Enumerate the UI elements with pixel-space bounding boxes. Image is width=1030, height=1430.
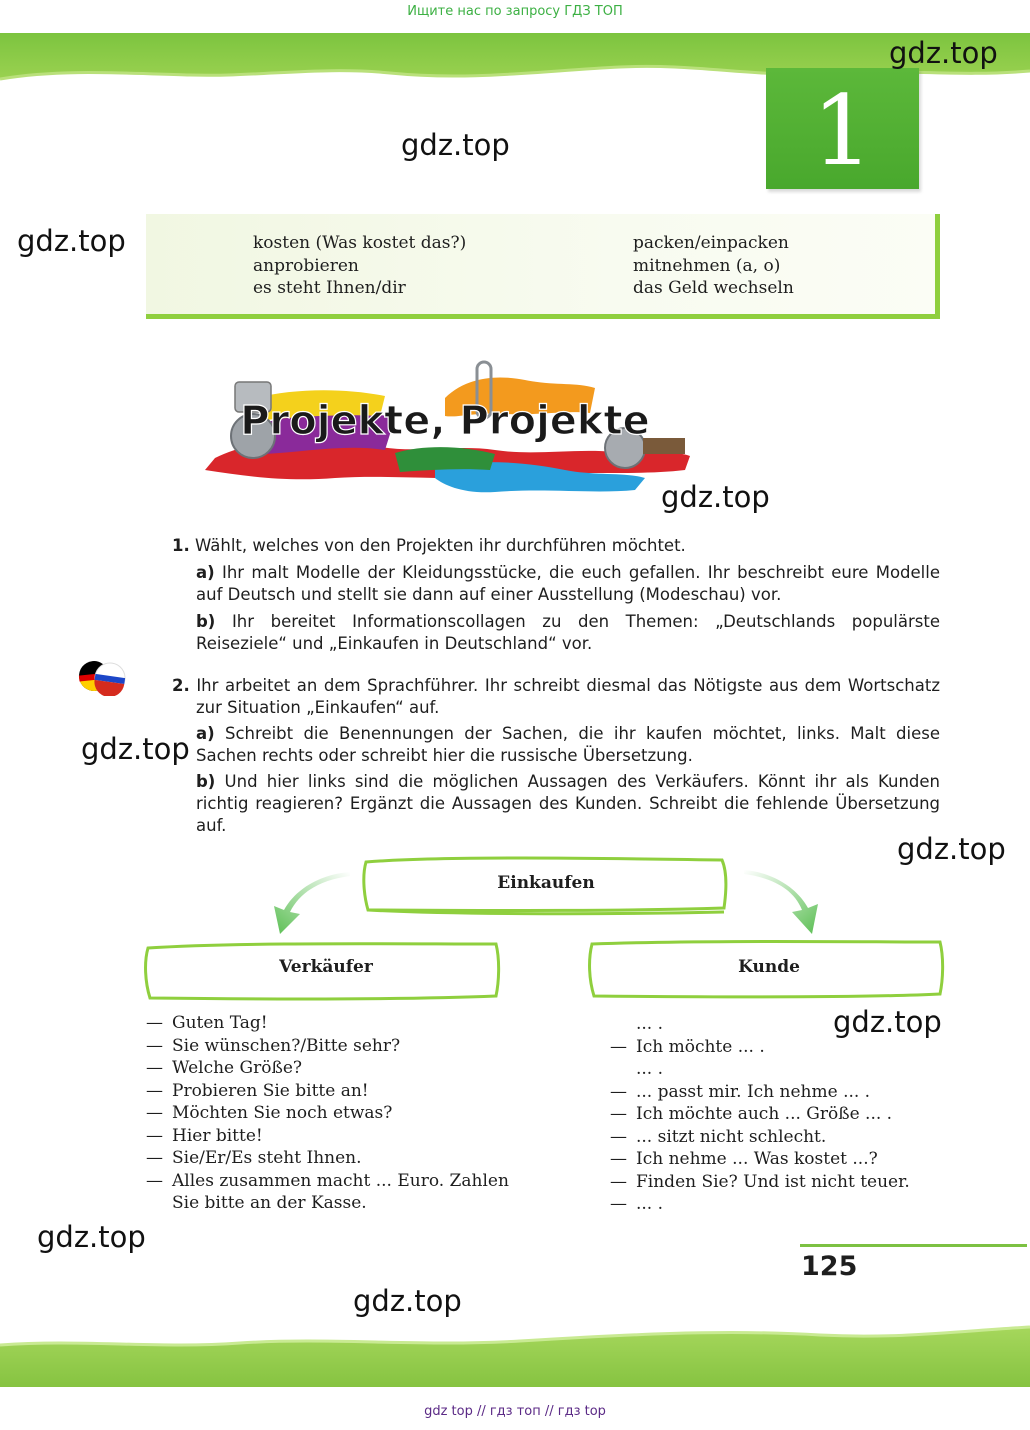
footer-links[interactable]: gdz top // гдз топ // гдз top: [424, 1404, 606, 1419]
page-number-rule: [800, 1244, 1027, 1247]
verkaeufer-phrase: — Probieren Sie bitte an!: [146, 1080, 369, 1101]
watermark: gdz.top: [889, 36, 998, 70]
verkaeufer-phrase: Sie bitte an der Kasse.: [172, 1193, 367, 1213]
diagram-right-label: Kunde: [738, 957, 800, 977]
verkaeufer-phrase: — Sie wünschen?/Bitte sehr?: [146, 1035, 401, 1056]
task-item: [196, 771, 940, 837]
watermark: gdz.top: [17, 224, 126, 258]
german-russian-flags-icon: [74, 656, 130, 696]
verkaeufer-phrase: — Welche Größe?: [146, 1058, 302, 1078]
vocabulary-item: packen/einpacken: [633, 233, 789, 253]
verkaeufer-phrase: — Sie/Er/Es steht Ihnen.: [146, 1148, 362, 1168]
watermark: gdz.top: [37, 1220, 146, 1254]
watermark: gdz.top: [897, 832, 1006, 866]
footer-band: [0, 1325, 1030, 1390]
watermark: gdz.top: [401, 128, 510, 162]
watermark: gdz.top: [81, 732, 190, 766]
task-item-text: Und hier links sind die möglichen Aussagen des Verkäufers. Könnt ihr als Kunden richtig reagieren? Ergänzt die Aussagen des Kunden. Schreibt die fehlende Übersetzung auf.: [196, 772, 940, 835]
kunde-phrase: — Ich möchte ... .: [610, 1036, 765, 1057]
top-banner: Ищите нас по запросу ГДЗ ТОП: [407, 4, 623, 19]
task-1: [172, 535, 940, 655]
diagram-top-label: Einkaufen: [497, 873, 595, 893]
verkaeufer-phrase: — Möchten Sie noch etwas?: [146, 1103, 393, 1123]
vocabulary-item: anprobieren: [253, 255, 359, 276]
lesson-number: 1: [766, 68, 919, 189]
vocabulary-item: es steht Ihnen/dir: [253, 278, 406, 298]
projekte-logo-text: Projekte, Projekte: [240, 398, 650, 444]
vocabulary-item: kosten (Was kostet das?): [253, 233, 467, 253]
task-number: 2.: [172, 676, 190, 695]
task-item-label: b): [196, 612, 216, 631]
projekte-logo: [195, 358, 695, 498]
watermark: gdz.top: [661, 480, 770, 514]
task-item-label: a): [196, 724, 215, 743]
verkaeufer-phrases: [146, 1012, 509, 1215]
task-item: [196, 562, 940, 606]
arrow-left-icon: [274, 872, 350, 934]
vocabulary-right-column: [633, 232, 794, 300]
verkaeufer-phrase: — Alles zusammen macht ... Euro. Zahlen: [146, 1170, 509, 1191]
page-number: 125: [801, 1251, 858, 1282]
kunde-phrase: — Ich nehme ... Was kostet ...?: [610, 1149, 878, 1169]
kunde-phrase: — Finden Sie? Und ist nicht teuer.: [610, 1171, 910, 1192]
task-item-text: Ihr bereitet Informationscollagen zu den Themen: „Deutschlands populärste Reiseziele“ und „Einkaufen in Deutschland“ vor.: [196, 612, 940, 653]
task-2: [172, 675, 940, 837]
kunde-phrase: — ... sitzt nicht schlecht.: [610, 1126, 827, 1147]
vocabulary-left-column: [253, 232, 466, 300]
verkaeufer-phrase: — Hier bitte!: [146, 1125, 263, 1146]
task-item: [196, 611, 940, 655]
task-item: [196, 723, 940, 767]
diagram-left-label: Verkäufer: [279, 957, 373, 977]
vocabulary-item: mitnehmen (a, o): [633, 255, 781, 276]
task-item-text: Ihr malt Modelle der Kleidungsstücke, die euch gefallen. Ihr beschreibt eure Modelle auf Deutsch und stellt sie dann auf einer Ausstellung (Modeschau) vor.: [196, 563, 940, 604]
kunde-phrase: ... .: [636, 1014, 664, 1034]
kunde-phrase: — ... passt mir. Ich nehme ... .: [610, 1081, 871, 1102]
watermark: gdz.top: [833, 1005, 942, 1039]
vocabulary-item: das Geld wechseln: [633, 278, 794, 298]
verkaeufer-phrase: — Guten Tag!: [146, 1013, 268, 1033]
task-number: 1.: [172, 536, 190, 555]
kunde-phrase: ... .: [636, 1059, 664, 1079]
task-item-label: a): [196, 563, 215, 582]
task-text: Wählt, welches von den Projekten ihr durchführen möchtet.: [195, 536, 686, 555]
kunde-phrase: — Ich möchte auch ... Größe ... .: [610, 1104, 893, 1124]
task-item-text: Schreibt die Benennungen der Sachen, die ihr kaufen möchtet, links. Malt diese Sachen rechts oder schreibt hier die russische Übersetzung.: [196, 724, 940, 765]
arrow-right-icon: [744, 870, 818, 934]
watermark: gdz.top: [353, 1284, 462, 1318]
task-text: Ihr arbeitet an dem Sprachführer. Ihr schreibt diesmal das Nötigste aus dem Wortschatz zur Situation „Einkaufen“ auf.: [196, 676, 940, 717]
task-item-label: b): [196, 772, 216, 791]
kunde-phrase: — ... .: [610, 1194, 664, 1214]
kunde-phrases: [610, 1013, 910, 1216]
